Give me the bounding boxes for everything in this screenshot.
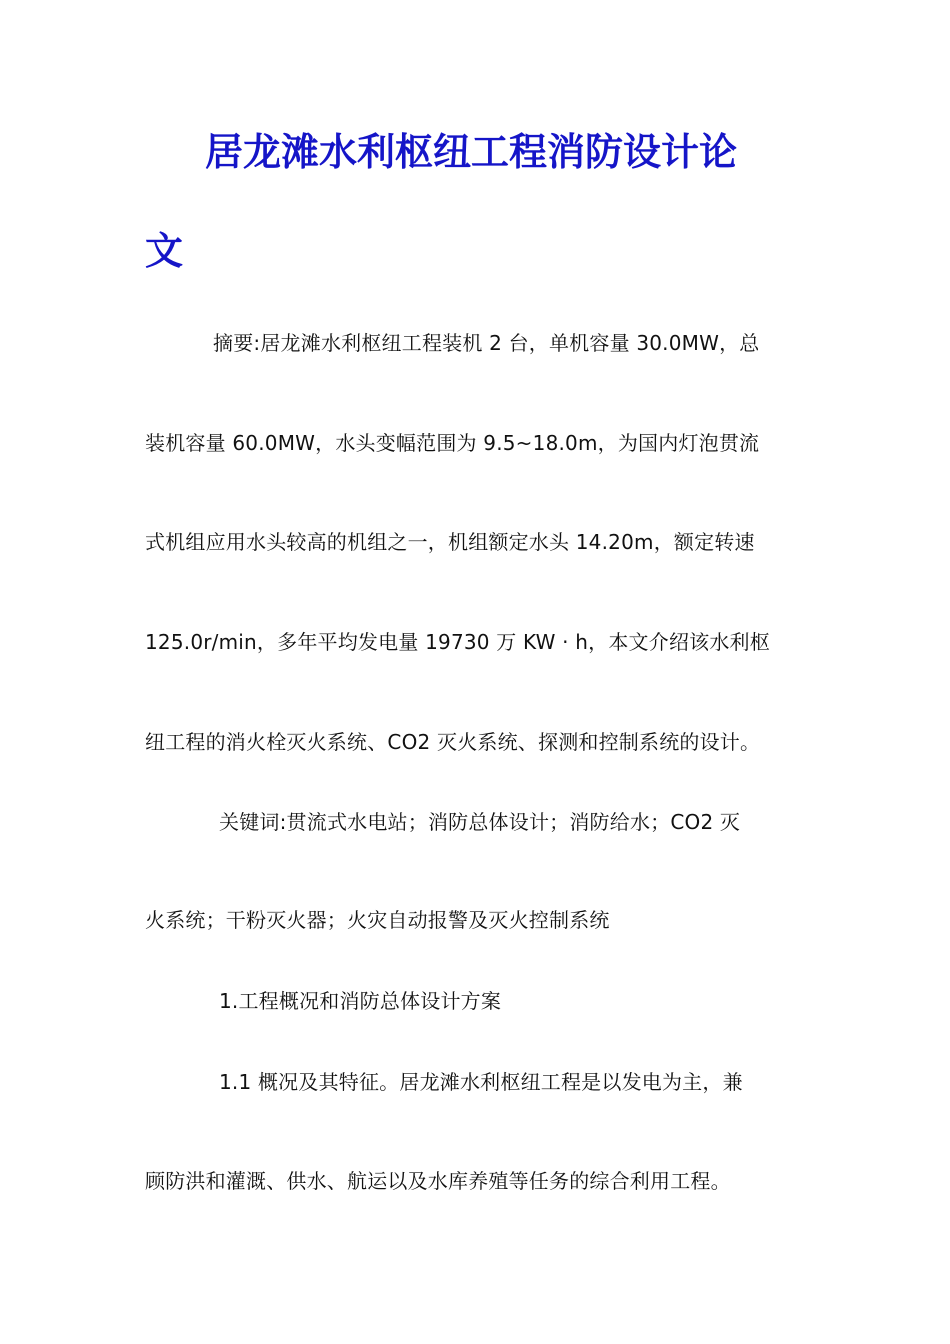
paragraph-1-1-line-1: 1.1 概况及其特征。居龙滩水利枢纽工程是以发电为主，兼 xyxy=(219,1070,743,1094)
abstract-line-2: 装机容量 60.0MW，水头变幅范围为 9.5~18.0m，为国内灯泡贯流 xyxy=(145,431,760,455)
keywords-line-2: 火系统；干粉灭火器；火灾自动报警及灭火控制系统 xyxy=(145,908,610,932)
abstract-line-1: 摘要:居龙滩水利枢纽工程装机 2 台，单机容量 30.0MW，总 xyxy=(213,331,760,355)
paragraph-1-1-line-2: 顾防洪和灌溉、供水、航运以及水库养殖等任务的综合利用工程。 xyxy=(145,1169,731,1193)
document-title-line-1: 居龙滩水利枢纽工程消防设计论 xyxy=(205,129,738,174)
document-title-line-2: 文 xyxy=(145,228,184,273)
section-heading-1: 1.工程概况和消防总体设计方案 xyxy=(219,989,502,1013)
keywords-line-1: 关键词:贯流式水电站；消防总体设计；消防给水；CO2 灭 xyxy=(219,810,741,834)
abstract-line-3: 式机组应用水头较高的机组之一，机组额定水头 14.20m，额定转速 xyxy=(145,530,755,554)
abstract-line-5: 纽工程的消火栓灭火系统、CO2 灭火系统、探测和控制系统的设计。 xyxy=(145,730,761,754)
abstract-line-4: 125.0r/min，多年平均发电量 19730 万 KW · h，本文介绍该水利枢 xyxy=(145,630,770,654)
